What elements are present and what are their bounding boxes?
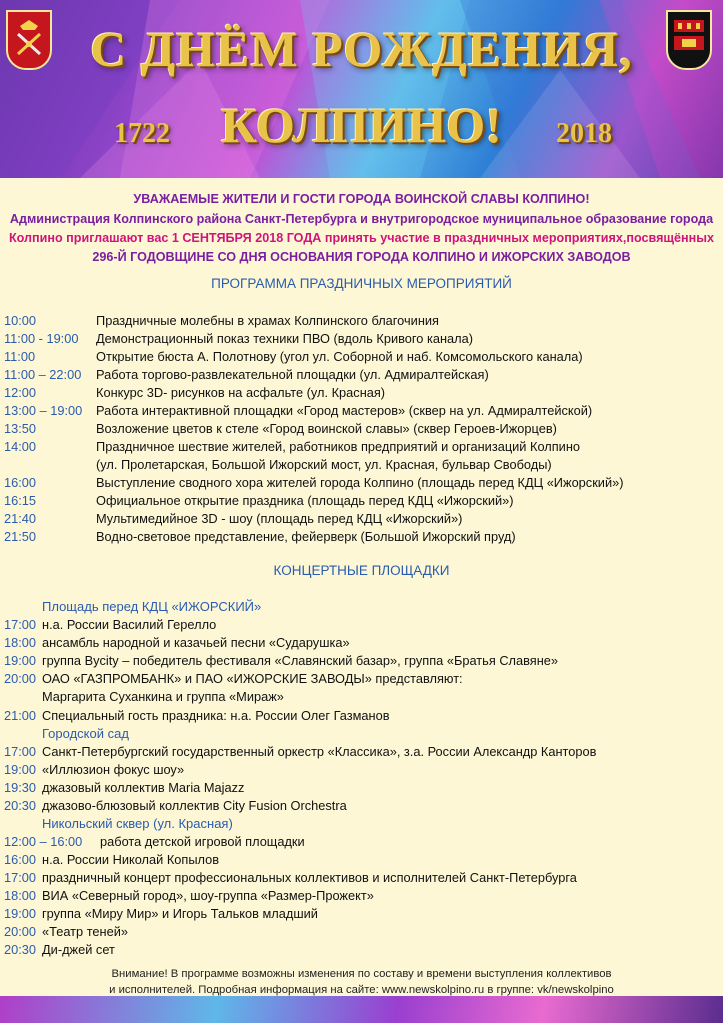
header-banner — [0, 0, 723, 178]
concert-time: 21:00 — [4, 708, 37, 723]
venue-izhorsky-title: Площадь перед КДЦ «ИЖОРСКИЙ» — [42, 599, 262, 614]
concert-act: ВИА «Северный город», шоу-группа «Размер-Прожект» — [42, 888, 374, 903]
concert-time: 19:30 — [4, 780, 37, 795]
concert-time: 17:00 — [4, 617, 37, 632]
concerts-title: КОНЦЕРТНЫЕ ПЛОЩАДКИ — [273, 563, 450, 578]
concert-time: 19:00 — [4, 653, 37, 668]
concert-time: 20:00 — [4, 671, 37, 686]
concert-time: 18:00 — [4, 635, 37, 650]
concert-time: 19:00 — [4, 762, 37, 777]
footer-note-line-2: и исполнителей. Подробная информация на сайте: www.newskolpino.ru в группе: vk/newskolpino — [109, 984, 614, 996]
concert-act: ОАО «ГАЗПРОМБАНК» и ПАО «ИЖОРСКИЕ ЗАВОДЫ» представляют: — [42, 671, 463, 686]
concert-act: Специальный гость праздника: н.а. России Олег Газманов — [42, 708, 390, 723]
concert-time: 17:00 — [4, 744, 37, 759]
concert-act: «Театр теней» — [42, 924, 128, 939]
concert-act: работа детской игровой площадки — [100, 834, 305, 849]
concert-time: 18:00 — [4, 888, 37, 903]
footer-note-line-1: Внимание! В программе возможны изменения по составу и времени выступления коллективов — [111, 968, 612, 980]
concert-time: 16:00 — [4, 852, 37, 867]
concert-act: «Иллюзион фокус шоу» — [42, 762, 185, 777]
footer-decoration — [0, 996, 723, 1023]
venue-nikolsky-title: Никольский сквер (ул. Красная) — [42, 816, 233, 831]
venue-city-garden-title: Городской сад — [42, 726, 129, 741]
concert-act: джазово-блюзовый коллектив City Fusion Orchestra — [42, 798, 347, 813]
concert-time: 20:30 — [4, 798, 37, 813]
intro-line-3: Колпино приглашают вас 1 СЕНТЯБРЯ 2018 ГОДА принять участие в праздничных мероприятиях,посвящённых — [8, 231, 715, 245]
concert-act: Ди-джей сет — [42, 942, 115, 957]
program-title: ПРОГРАММА ПРАЗДНИЧНЫХ МЕРОПРИЯТИЙ — [211, 276, 512, 291]
concert-time: 19:00 — [4, 906, 37, 921]
intro-line-2: Администрация Колпинского района Санкт-Петербурга и внутригородское муниципальное образование города — [9, 212, 714, 226]
concert-act: н.а. России Николай Копылов — [42, 852, 220, 867]
concert-act: н.а. России Василий Герелло — [42, 617, 217, 632]
concert-act: праздничный концерт профессиональных коллективов и исполнителей Санкт-Петербурга — [42, 870, 577, 885]
concert-act: джазовый коллектив Maria Majazz — [42, 780, 245, 795]
concert-time: 20:30 — [4, 942, 37, 957]
headline-birthday: С ДНЁМ РОЖДЕНИЯ, — [90, 21, 633, 77]
intro-greeting: УВАЖАЕМЫЕ ЖИТЕЛИ И ГОСТИ ГОРОДА ВОИНСКОЙ СЛАВЫ КОЛПИНО! — [133, 192, 590, 206]
year-founded: 1722 — [114, 118, 170, 149]
concert-time: 12:00 – 16:00 — [4, 834, 83, 849]
concert-act: группа Bycity – победитель фестиваля «Славянский базар», группа «Братья Славяне» — [42, 653, 559, 668]
concert-act: Санкт-Петербургский государственный оркестр «Классика», з.а. России Александр Канторов — [42, 744, 597, 759]
headline-city: КОЛПИНО! — [221, 97, 502, 153]
concert-act: группа «Миру Мир» и Игорь Тальков младший — [42, 906, 318, 921]
concert-time: 17:00 — [4, 870, 37, 885]
concert-act: ансамбль народной и казачьей песни «Сударушка» — [42, 635, 350, 650]
concert-time: 20:00 — [4, 924, 37, 939]
year-current: 2018 — [556, 118, 612, 149]
concert-act: Маргарита Суханкина и группа «Мираж» — [42, 689, 284, 704]
intro-line-4: 296-Й ГОДОВЩИНЕ СО ДНЯ ОСНОВАНИЯ ГОРОДА КОЛПИНО И ИЖОРСКИХ ЗАВОДОВ — [92, 250, 631, 264]
